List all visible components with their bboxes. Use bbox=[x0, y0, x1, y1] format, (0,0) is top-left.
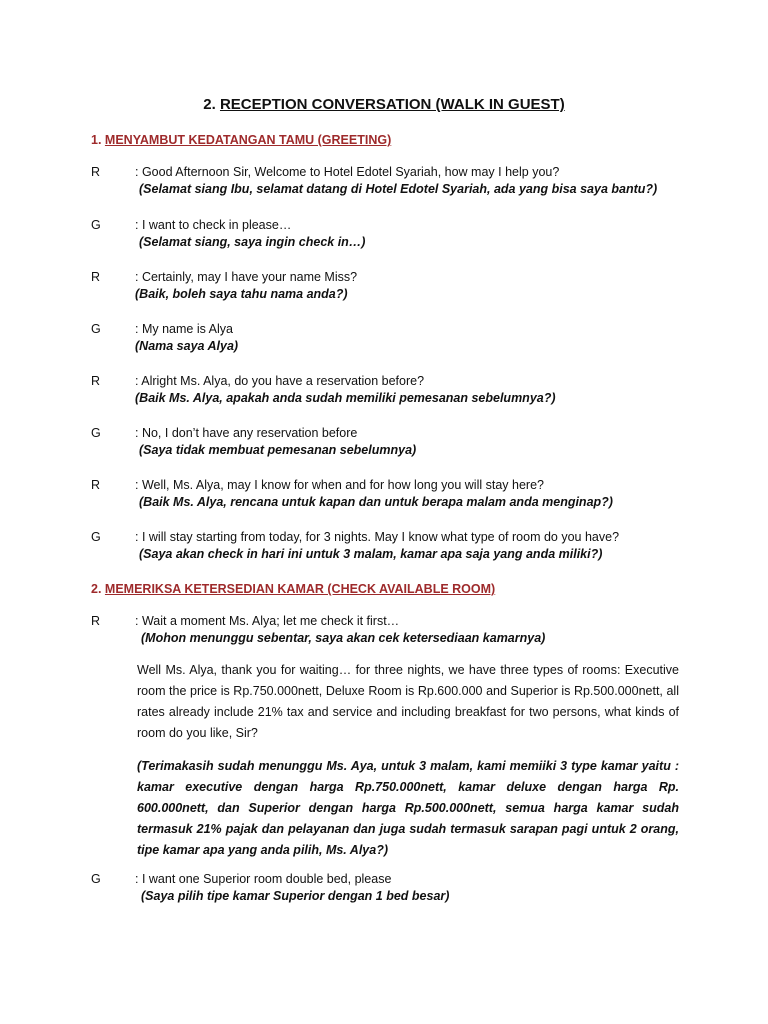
indonesian-translation: (Saya pilih tipe kamar Superior dengan 1 bed besar) bbox=[141, 889, 450, 903]
english-line: : Alright Ms. Alya, do you have a reservation before? bbox=[135, 374, 425, 388]
section-text: MEMERIKSA KETERSEDIAN KAMAR (CHECK AVAILABLE ROOM) bbox=[104, 582, 496, 596]
section-text: MENYAMBUT KEDATANGAN TAMU (GREETING) bbox=[104, 133, 392, 147]
english-line: : I will stay starting from today, for 3 nights. May I know what type of room do you have? bbox=[135, 530, 620, 544]
speaker-label: G bbox=[91, 322, 101, 336]
indonesian-translation: (Baik, boleh saya tahu nama anda?) bbox=[135, 287, 348, 301]
indonesian-translation: (Saya akan check in hari ini untuk 3 malam, kamar apa saja yang anda miliki?) bbox=[139, 547, 603, 561]
speaker-label: G bbox=[91, 872, 101, 886]
english-line: : Well, Ms. Alya, may I know for when and for how long you will stay here? bbox=[135, 478, 544, 492]
speaker-label: R bbox=[91, 478, 101, 492]
english-line: : No, I don’t have any reservation before bbox=[135, 426, 358, 440]
english-line: : I want to check in please… bbox=[135, 218, 292, 232]
english-line: : I want one Superior room double bed, please bbox=[135, 872, 392, 886]
indonesian-translation: (Baik Ms. Alya, rencana untuk kapan dan untuk berapa malam anda menginap?) bbox=[139, 495, 613, 509]
speaker-label: R bbox=[91, 270, 101, 284]
speaker-label: G bbox=[91, 426, 101, 440]
room-offer-paragraph: Well Ms. Alya, thank you for waiting… for three nights, we have three types of rooms: Executive room the price is Rp.750.000nett, Deluxe Room is Rp.600.000 and Superior is Rp.500.000nett, all rates already include 21% tax and service and including breakfast for two persons, what kinds of room do you like, Sir? bbox=[137, 663, 679, 740]
speaker-label: G bbox=[91, 218, 101, 232]
section-number: 1. bbox=[91, 133, 102, 147]
english-line: : Good Afternoon Sir, Welcome to Hotel Edotel Syariah, how may I help you? bbox=[135, 165, 560, 179]
indonesian-translation: (Saya tidak membuat pemesanan sebelumnya) bbox=[139, 443, 417, 457]
speaker-label: G bbox=[91, 530, 101, 544]
document-title bbox=[0, 96, 768, 113]
title-text: RECEPTION CONVERSATION (WALK IN GUEST) bbox=[219, 96, 565, 113]
speaker-label: R bbox=[91, 374, 101, 388]
speaker-label: R bbox=[91, 614, 101, 628]
indonesian-translation: (Selamat siang Ibu, selamat datang di Hotel Edotel Syariah, ada yang bisa saya bantu?) bbox=[139, 182, 658, 196]
indonesian-translation: (Selamat siang, saya ingin check in…) bbox=[139, 235, 366, 249]
indonesian-translation: (Mohon menunggu sebentar, saya akan cek ketersediaan kamarnya) bbox=[141, 631, 546, 645]
room-offer-translation: (Terimakasih sudah menunggu Ms. Aya, untuk 3 malam, kami memiiki 3 type kamar yaitu : kamar executive dengan harga Rp.750.000nett, kamar deluxe dengan harga Rp. 600.000nett, dan Superior dengan harga Rp.500.000nett, semua harga kamar sudah termasuk 21% pajak dan pelayanan dan juga sudah termasuk sarapan pagi untuk 2 orang, tipe kamar apa yang anda pilih, Ms. Alya?) bbox=[137, 759, 679, 857]
speaker-label: R bbox=[91, 165, 101, 179]
english-line: : Wait a moment Ms. Alya; let me check it first… bbox=[135, 614, 400, 628]
section-heading-check-room bbox=[91, 582, 495, 596]
indonesian-translation: (Nama saya Alya) bbox=[135, 339, 239, 353]
english-line: : Certainly, may I have your name Miss? bbox=[135, 270, 358, 284]
english-line: : My name is Alya bbox=[135, 322, 233, 336]
title-number: 2. bbox=[203, 96, 216, 113]
indonesian-translation: (Baik Ms. Alya, apakah anda sudah memiliki pemesanan sebelumnya?) bbox=[135, 391, 556, 405]
section-heading-greeting bbox=[91, 133, 391, 147]
section-number: 2. bbox=[91, 582, 102, 596]
